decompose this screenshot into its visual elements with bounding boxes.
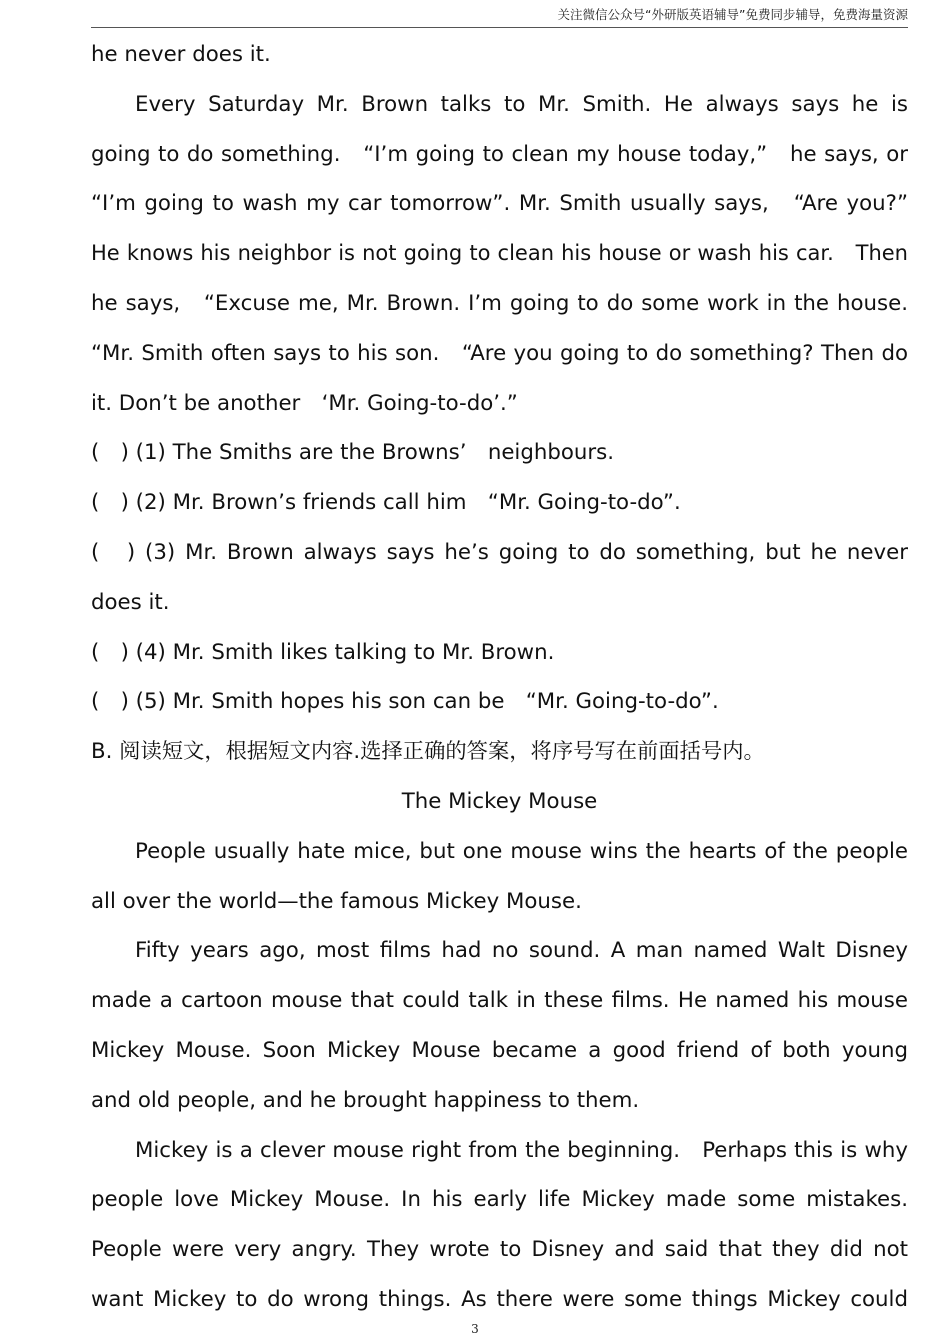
text-line: all over the world—the famous Mickey Mouse. bbox=[91, 888, 582, 914]
section-heading: B. 阅读短文，根据短文内容.选择正确的答案，将序号写在前面括号内。 bbox=[91, 739, 765, 765]
text-line: Mickey is a clever mouse right from the beginning. Perhaps this is why bbox=[135, 1137, 908, 1163]
text-line: does it. bbox=[91, 589, 170, 615]
document-body bbox=[91, 30, 908, 1325]
text-line: he never does it. bbox=[91, 42, 271, 67]
question-item: ( ) (5) Mr. Smith hopes his son can be “Mr. Going-to-do”. bbox=[91, 689, 719, 715]
text-line: People usually hate mice, but one mouse wins the hearts of the people bbox=[135, 838, 908, 864]
page-header: 关注微信公众号“外研版英语辅导”免费同步辅导，免费海量资源 bbox=[91, 6, 908, 28]
question-item: ( ) (2) Mr. Brown’s friends call him “Mr. Going-to-do”. bbox=[91, 490, 681, 516]
text-line: it. Don’t be another ‘Mr. Going-to-do’.” bbox=[91, 390, 518, 416]
text-line: Fifty years ago, most films had no sound. A man named Walt Disney bbox=[135, 938, 908, 964]
text-line: Mickey Mouse. Soon Mickey Mouse became a good friend of both young bbox=[91, 1037, 908, 1063]
text-line: going to do something. “I’m going to clean my house today,” he says, or bbox=[91, 141, 908, 167]
page-number: 3 bbox=[471, 1322, 479, 1336]
text-line: He knows his neighbor is not going to clean his house or wash his car. Then bbox=[91, 241, 908, 266]
question-item: ( ) (4) Mr. Smith likes talking to Mr. Brown. bbox=[91, 639, 555, 665]
text-line: “I’m going to wash my car tomorrow”. Mr. Smith usually says, “Are you?” bbox=[91, 191, 908, 217]
text-line: “Mr. Smith often says to his son. “Are you going to do something? Then do bbox=[91, 340, 908, 366]
text-line: people love Mickey Mouse. In his early life Mickey made some mistakes. bbox=[91, 1187, 908, 1213]
passage-title: The Mickey Mouse bbox=[401, 788, 598, 814]
text-line: People were very angry. They wrote to Disney and said that they did not bbox=[91, 1237, 908, 1263]
text-line: he says, “Excuse me, Mr. Brown. I’m going to do some work in the house. bbox=[91, 290, 908, 316]
text-line: Every Saturday Mr. Brown talks to Mr. Smith. He always says he is bbox=[135, 91, 908, 117]
text-line: want Mickey to do wrong things. As there were some things Mickey could bbox=[91, 1286, 908, 1312]
question-item: ( ) (3) Mr. Brown always says he’s going to do something, but he never bbox=[91, 539, 908, 565]
text-line: made a cartoon mouse that could talk in these films. He named his mouse bbox=[91, 988, 908, 1014]
question-item: ( ) (1) The Smiths are the Browns’ neighbours. bbox=[91, 440, 615, 466]
text-line: and old people, and he brought happiness to them. bbox=[91, 1087, 640, 1113]
